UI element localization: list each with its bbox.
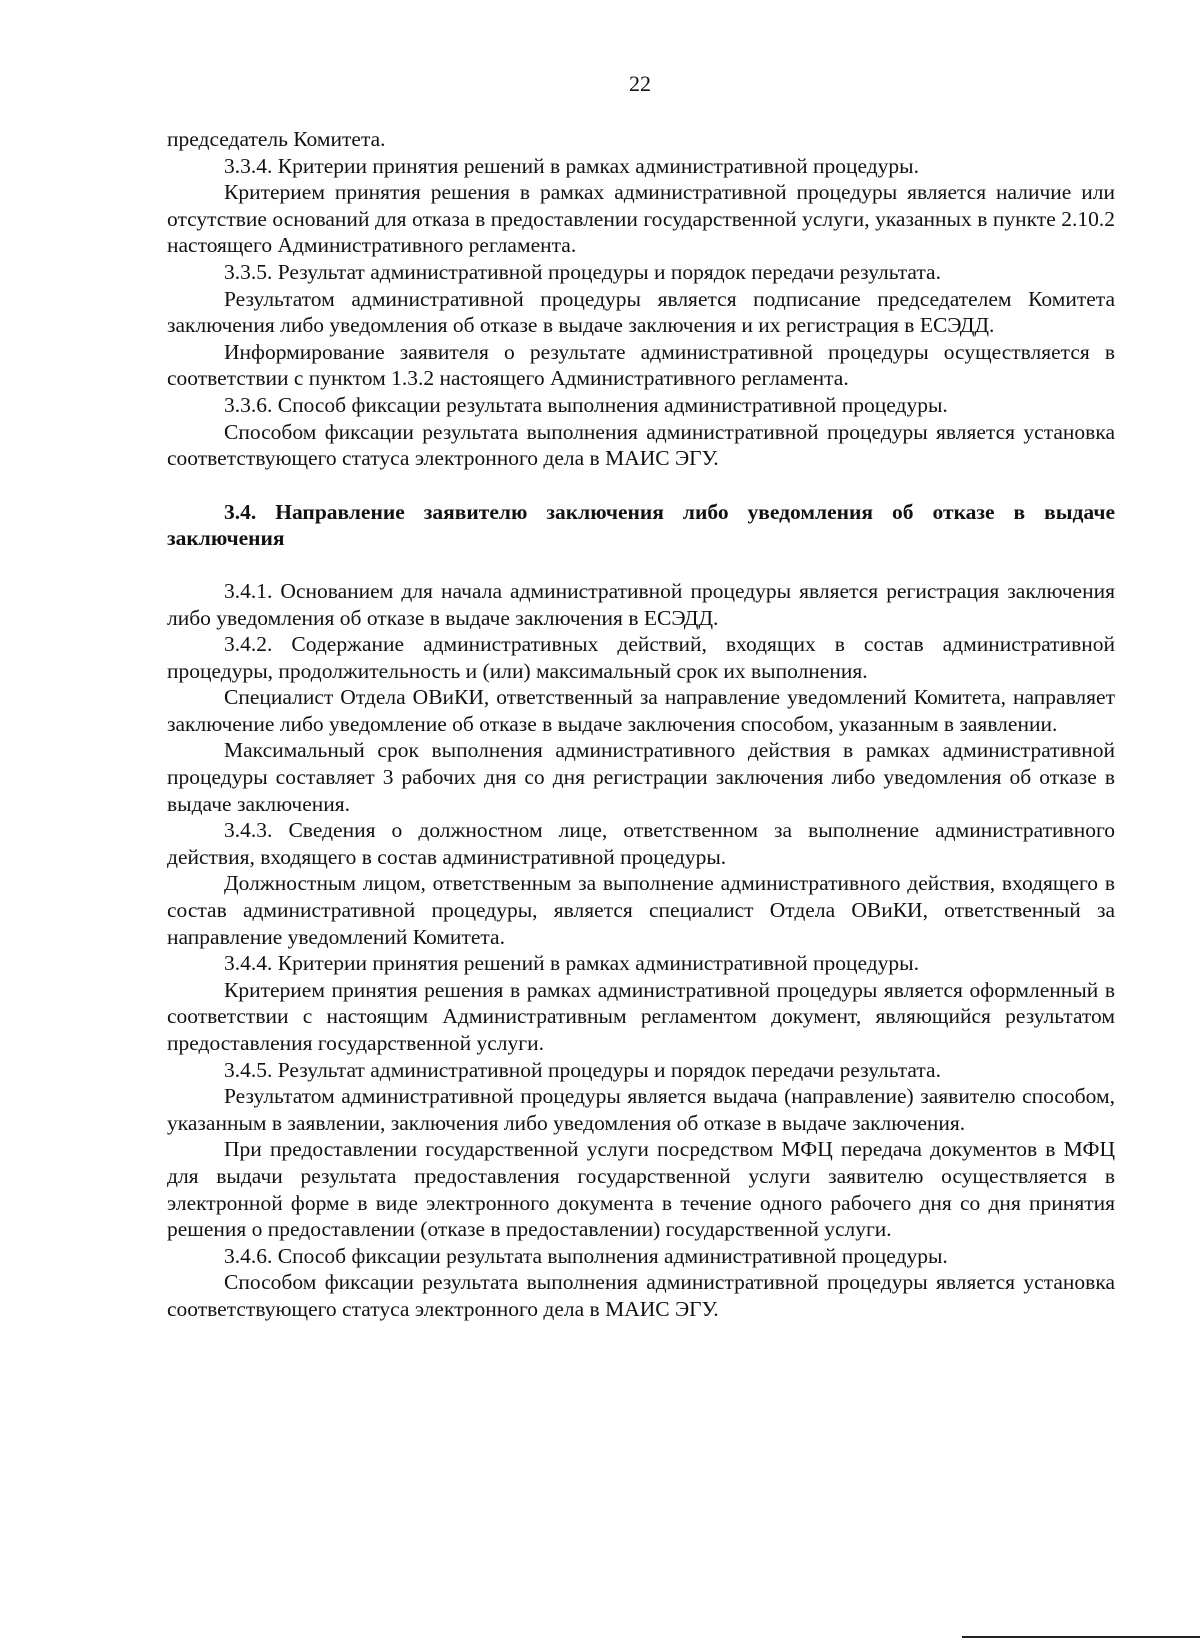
paragraph: 3.4.5. Результат административной процедуры и порядок передачи результата. [224,1057,941,1082]
paragraph: председатель Комитета. [167,127,386,151]
spacer [167,472,1115,499]
paragraph: Специалист Отдела ОВиКИ, ответственный за направление уведомлений Комитета, направляет заключение либо уведомление об отказе в выдаче заключения способом, указанным в заявлении. [167,685,1115,736]
paragraph: Информирование заявителя о результате административной процедуры осуществляется в соответствии с пунктом 1.3.2 настоящего Административного регламента. [167,339,1115,391]
paragraph: 3.3.6. Способ фиксации результата выполнения административной процедуры. [224,392,948,417]
paragraph: 3.4.6. Способ фиксации результата выполнения административной процедуры. [224,1243,948,1268]
paragraph: Результатом административной процедуры является выдача (направление) заявителю способом, указанным в заявлении, заключения либо уведомления об отказе в выдаче заключения. [167,1084,1115,1135]
page-number: 22 [629,71,651,96]
paragraph: При предоставлении государственной услуги посредством МФЦ передача документов в МФЦ для выдачи результата предоставления государственной услуги заявителю осуществляется в электронной форме в виде электронного документа в течение одного рабочего дня со дня принятия решения о предоставлении (отказе в предоставлении) государственной услуги. [167,1137,1115,1242]
spacer [167,552,1115,578]
paragraph: Способом фиксации результата выполнения административной процедуры является установка соответствующего статуса электронного дела в МАИС ЭГУ. [167,419,1115,471]
document-body [167,126,1115,1323]
paragraph: Критерием принятия решения в рамках административной процедуры является оформленный в соответствии с настоящим Административным регламентом документ, являющийся результатом предоставления государственной услуги. [167,977,1115,1055]
scan-edge-line [962,1636,1200,1638]
paragraph: Максимальный срок выполнения административного действия в рамках административной процедуры составляет 3 рабочих дня со дня регистрации заключения либо уведомления об отказе в выдаче заключения. [167,738,1115,816]
section-heading: 3.4. Направление заявителю заключения либо уведомления об отказе в выдаче заключения [167,499,1115,551]
paragraph: Способом фиксации результата выполнения административной процедуры является установка соответствующего статуса электронного дела в МАИС ЭГУ. [167,1270,1115,1321]
paragraph: Результатом административной процедуры является подписание председателем Комитета заключения либо уведомления об отказе в выдаче заключения и их регистрация в ЕСЭДД. [167,286,1115,338]
paragraph: 3.4.1. Основанием для начала административной процедуры является регистрация заключения либо уведомления об отказе в выдаче заключения в ЕСЭДД. [167,578,1115,630]
paragraph: Критерием принятия решения в рамках административной процедуры является наличие или отсутствие оснований для отказа в предоставлении государственной услуги, указанных в пункте 2.10.2 настоящего Административного регламента. [167,180,1115,258]
paragraph: 3.4.4. Критерии принятия решений в рамках административной процедуры. [224,951,920,976]
paragraph: Должностным лицом, ответственным за выполнение административного действия, входящего в состав административной процедуры, является специалист Отдела ОВиКИ, ответственный за направление уведомлений Комитета. [167,871,1115,949]
paragraph: 3.4.3. Сведения о должностном лице, ответственном за выполнение административного действия, входящего в состав административной процедуры. [167,818,1115,869]
paragraph: 3.3.4. Критерии принятия решений в рамках административной процедуры. [224,153,920,178]
paragraph: 3.4.2. Содержание административных действий, входящих в состав административной процедуры, продолжительность и (или) максимальный срок их выполнения. [167,632,1115,683]
paragraph: 3.3.5. Результат административной процедуры и порядок передачи результата. [224,259,941,284]
